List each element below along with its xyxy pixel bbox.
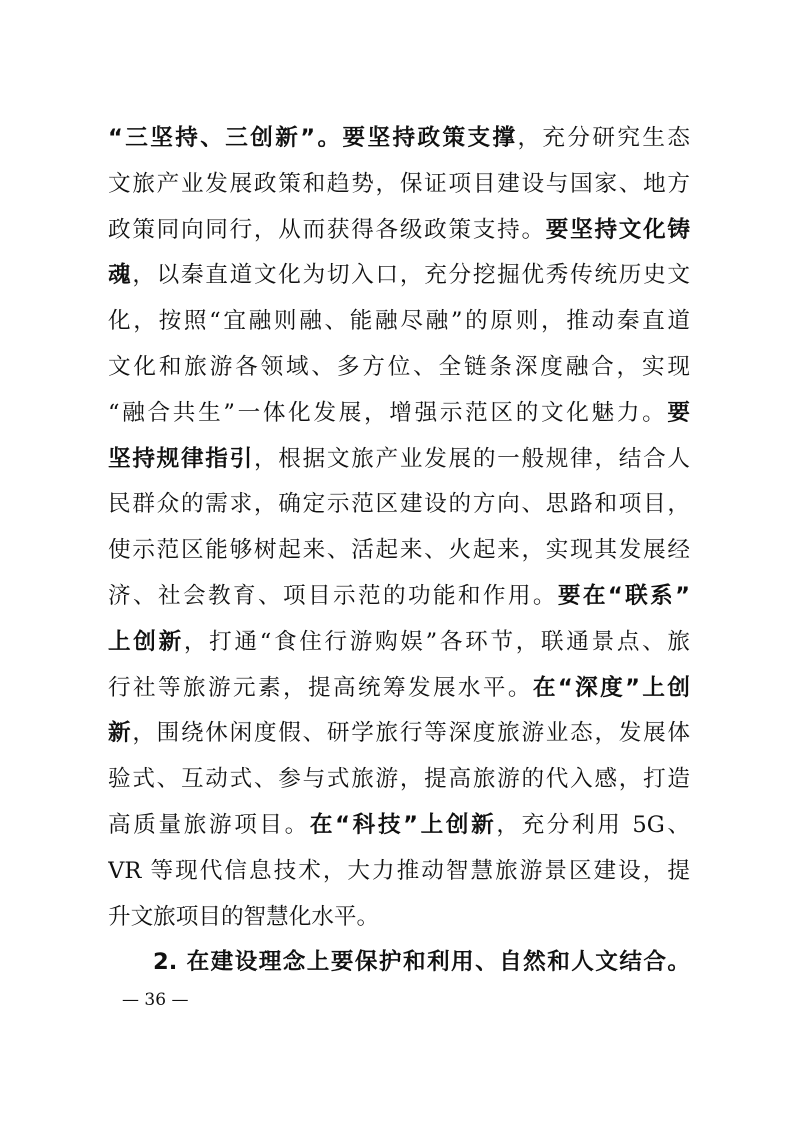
text-line xyxy=(108,391,690,437)
text-segment: ，根据文旅产业发展的一般规律，结合人 xyxy=(253,445,690,472)
page-number: — 36 — xyxy=(122,990,189,1010)
bold-phrase: 要在“联系” xyxy=(557,582,690,609)
text-line xyxy=(108,253,690,299)
paragraph xyxy=(108,116,690,940)
bold-phrase: 新 xyxy=(108,720,133,747)
text-line xyxy=(108,528,690,574)
bold-phrase: 要坚持文化铸 xyxy=(545,216,690,243)
text-segment: VR 等现代信息技术，大力推动智慧旅游景区建设，提 xyxy=(108,857,690,884)
text-segment: 民群众的需求，确定示范区建设的方向、思路和项目， xyxy=(108,491,690,518)
text-segment: 化，按照“宜融则融、能融尽融”的原则，推动秦直道 xyxy=(108,308,690,335)
text-segment: 验式、互动式、参与式旅游，提高旅游的代入感，打造 xyxy=(108,766,690,793)
text-line xyxy=(108,437,690,483)
text-segment: 文旅产业发展政策和趋势，保证项目建设与国家、地方 xyxy=(108,170,690,197)
text-segment: ，充分利用 5G、 xyxy=(496,811,690,838)
text-line xyxy=(108,208,690,254)
bold-phrase: 在“科技”上创新 xyxy=(309,811,497,838)
bold-phrase: 坚持规律指引 xyxy=(108,445,254,472)
text-segment: 政策同向同行，从而获得各级政策支持。 xyxy=(108,216,546,243)
text-segment: 文化和旅游各领域、多方位、全链条深度融合，实现 xyxy=(108,353,690,380)
text-segment: 高质量旅游项目。 xyxy=(108,811,310,838)
text-segment: 使示范区能够树起来、活起来、火起来，实现其发展经 xyxy=(108,537,690,564)
bold-phrase: 在“深度”上创 xyxy=(532,674,690,701)
text-segment: ，打通“食住行游购娱”各环节，联通景点、旅 xyxy=(183,628,690,655)
text-segment: ，围绕休闲度假、研学旅行等深度旅游业态，发展体 xyxy=(132,720,690,747)
bold-phrase: “三坚持、三创新”。要坚持政策支撑 xyxy=(108,125,518,151)
text-line xyxy=(108,803,690,849)
text-line xyxy=(108,757,690,803)
bold-phrase: 要 xyxy=(667,399,690,426)
text-line xyxy=(108,620,690,666)
document-body xyxy=(108,116,690,986)
text-segment: 济、社会教育、项目示范的功能和作用。 xyxy=(108,582,558,609)
text-line xyxy=(108,345,690,391)
bold-phrase: 上创新 xyxy=(108,628,184,655)
bold-phrase: 魂 xyxy=(108,262,133,289)
text-line xyxy=(108,849,690,895)
text-segment: “融合共生”一体化发展，增强示范区的文化魅力。 xyxy=(108,399,668,426)
text-line xyxy=(108,116,690,162)
text-line xyxy=(108,162,690,208)
text-line xyxy=(108,482,690,528)
text-segment: ，以秦直道文化为切入口，充分挖掘优秀传统历史文 xyxy=(132,262,690,289)
text-line xyxy=(108,895,690,941)
text-segment: 升文旅项目的智慧化水平。 xyxy=(108,903,380,930)
text-line xyxy=(108,711,690,757)
text-line xyxy=(108,574,690,620)
section-heading: 2. 在建设理念上要保护和利用、自然和人文结合。 xyxy=(153,949,690,976)
text-segment: ，充分研究生态 xyxy=(517,125,690,151)
text-line xyxy=(108,299,690,345)
text-segment: 行社等旅游元素，提高统筹发展水平。 xyxy=(108,674,533,701)
text-line xyxy=(108,666,690,712)
